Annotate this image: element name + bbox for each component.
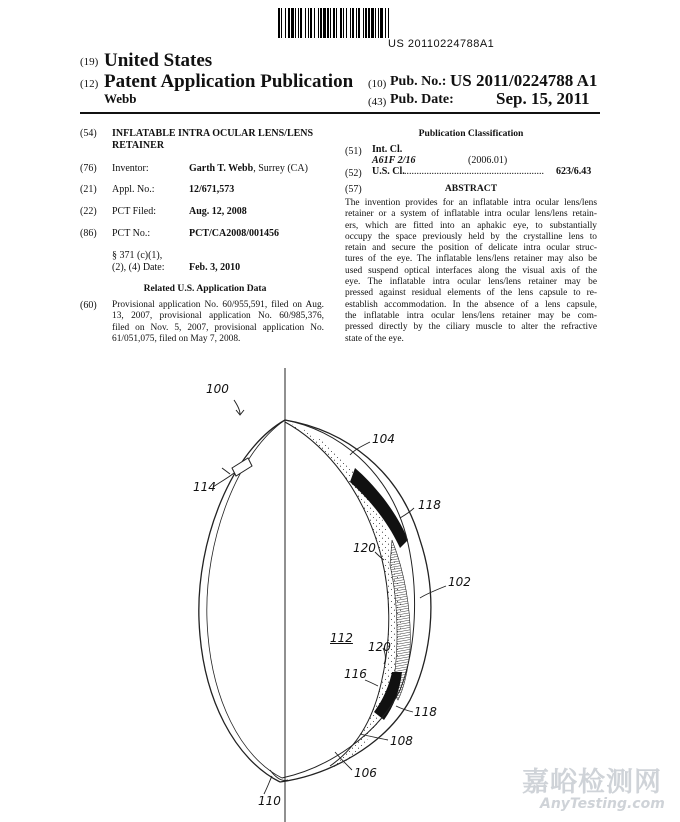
- pct-filed: Aug. 12, 2008: [189, 206, 247, 217]
- ref-112: 112: [330, 631, 353, 645]
- leader-110: [264, 776, 272, 794]
- code-52: (52): [345, 168, 362, 179]
- ref-114: 114: [193, 480, 216, 494]
- related-line: 61/051,075, filed on May 7, 2008.: [112, 333, 241, 344]
- abstract-title: ABSTRACT: [444, 183, 498, 194]
- ref-118-lower: 118: [414, 705, 437, 719]
- abstract-line: pressed against residual elements of the lens capsule to re-: [345, 288, 597, 299]
- code-19: (19): [80, 56, 99, 68]
- code-21: (21): [80, 184, 97, 195]
- inventor-label: Inventor:: [112, 163, 149, 174]
- pub-date-label: Pub. Date:: [390, 92, 454, 107]
- barcode-number: US 20110224788A1: [388, 38, 495, 50]
- pub-no-label: Pub. No.:: [390, 74, 447, 89]
- abstract-line: occupy the space previously held by the crystalline lens to: [345, 231, 597, 242]
- abstract-line: establish accommodation. In the absence of a lens capsule,: [345, 299, 597, 310]
- code-60: (60): [80, 300, 97, 311]
- ref-106: 106: [354, 766, 377, 780]
- us-cl-value: 623/6.43: [556, 166, 592, 177]
- code-12: (12): [80, 78, 99, 90]
- ref-110: 110: [258, 794, 281, 808]
- country: United States: [104, 50, 213, 71]
- title-line-1: INFLATABLE INTRA OCULAR LENS/LENS: [112, 128, 314, 139]
- inventor-location: , Surrey (CA): [253, 163, 308, 174]
- abstract-line: retain and secure the position of delicate intra ocular struc-: [345, 243, 597, 254]
- ref-108: 108: [390, 734, 413, 748]
- us-cl-label: U.S. Cl.: [372, 166, 405, 177]
- related-line: Provisional application No. 60/955,591, filed on Aug.: [112, 300, 324, 310]
- inflation-port: [232, 458, 252, 476]
- appl-no: 12/671,573: [189, 184, 235, 195]
- pct-no: PCT/CA2008/001456: [189, 228, 279, 239]
- leader-104: [350, 442, 370, 455]
- code-51: (51): [345, 146, 362, 157]
- abstract-line: The invention provides for an inflatable intra ocular lens/lens: [345, 198, 597, 208]
- leader-102: [420, 586, 446, 598]
- ref-120-upper: 120: [353, 541, 376, 555]
- left-shell-outer: [199, 420, 285, 782]
- inventor-name: Garth T. Webb: [189, 163, 254, 174]
- code-57: (57): [345, 184, 362, 195]
- appl-no-label: Appl. No.:: [112, 184, 155, 195]
- ref-100: 100: [206, 382, 229, 396]
- ref-116: 116: [344, 667, 367, 681]
- code-86: (86): [80, 228, 97, 239]
- code-43: (43): [368, 96, 387, 108]
- code-76: (76): [80, 163, 97, 174]
- abstract-line: ers, which are fitted into an aphakic eye, to substantially: [345, 220, 597, 231]
- ref-102: 102: [448, 575, 471, 589]
- pct-filed-label: PCT Filed:: [112, 206, 156, 217]
- s371-line-1: § 371 (c)(1),: [112, 250, 163, 261]
- code-10: (10): [368, 78, 387, 90]
- int-cl-label: Int. Cl.: [372, 144, 403, 155]
- port-stem: [222, 468, 230, 474]
- watermark-cn: 嘉峪检测网: [522, 767, 662, 798]
- s371-date: Feb. 3, 2010: [189, 262, 241, 273]
- int-cl-year: (2006.01): [468, 155, 508, 166]
- abstract-line: used suspend optical interfaces along the visual axis of the: [345, 265, 597, 276]
- left-shell-inner: [207, 420, 285, 778]
- us-cl-dots: ........................................................: [404, 166, 544, 177]
- related-title: Related U.S. Application Data: [143, 283, 267, 294]
- related-line: filed on Nov. 5, 2007, provisional application No.: [112, 322, 324, 333]
- abstract-line: retainer or a system of inflatable intra ocular lens/lens retain-: [345, 209, 597, 220]
- pct-no-label: PCT No.:: [112, 228, 151, 239]
- title-line-2: RETAINER: [112, 140, 165, 151]
- abstract-line: state of the eye.: [345, 333, 404, 344]
- pub-no: US 2011/0224788 A1: [450, 71, 598, 90]
- applicant-name: Webb: [104, 91, 137, 106]
- abstract-line: pressed directly by the ciliary muscle to alter the refractive: [345, 322, 597, 333]
- publication-type: Patent Application Publication: [104, 71, 354, 92]
- watermark-en: AnyTesting.com: [540, 796, 665, 812]
- abstract-line: tures of the eye. The inflatable lens/lens retainer may also be: [345, 254, 597, 265]
- s371-line-2: (2), (4) Date:: [112, 262, 165, 273]
- ref-104: 104: [372, 432, 395, 446]
- abstract-line: eye. The inflatable intra ocular lens/lens retainer may be: [345, 277, 597, 288]
- related-line: 13, 2007, provisional application No. 60/985,376,: [112, 311, 324, 322]
- code-54: (54): [80, 128, 97, 139]
- ref-118-upper: 118: [418, 498, 441, 512]
- abstract-line: the inflatable intra ocular lens/lens retainer may be com-: [345, 310, 597, 321]
- code-22: (22): [80, 206, 97, 217]
- ref-120-lower: 120: [368, 640, 391, 654]
- pub-class-title: Publication Classification: [418, 128, 524, 139]
- pub-date: Sep. 15, 2011: [496, 89, 590, 108]
- int-cl-class: A61F 2/16: [372, 155, 416, 166]
